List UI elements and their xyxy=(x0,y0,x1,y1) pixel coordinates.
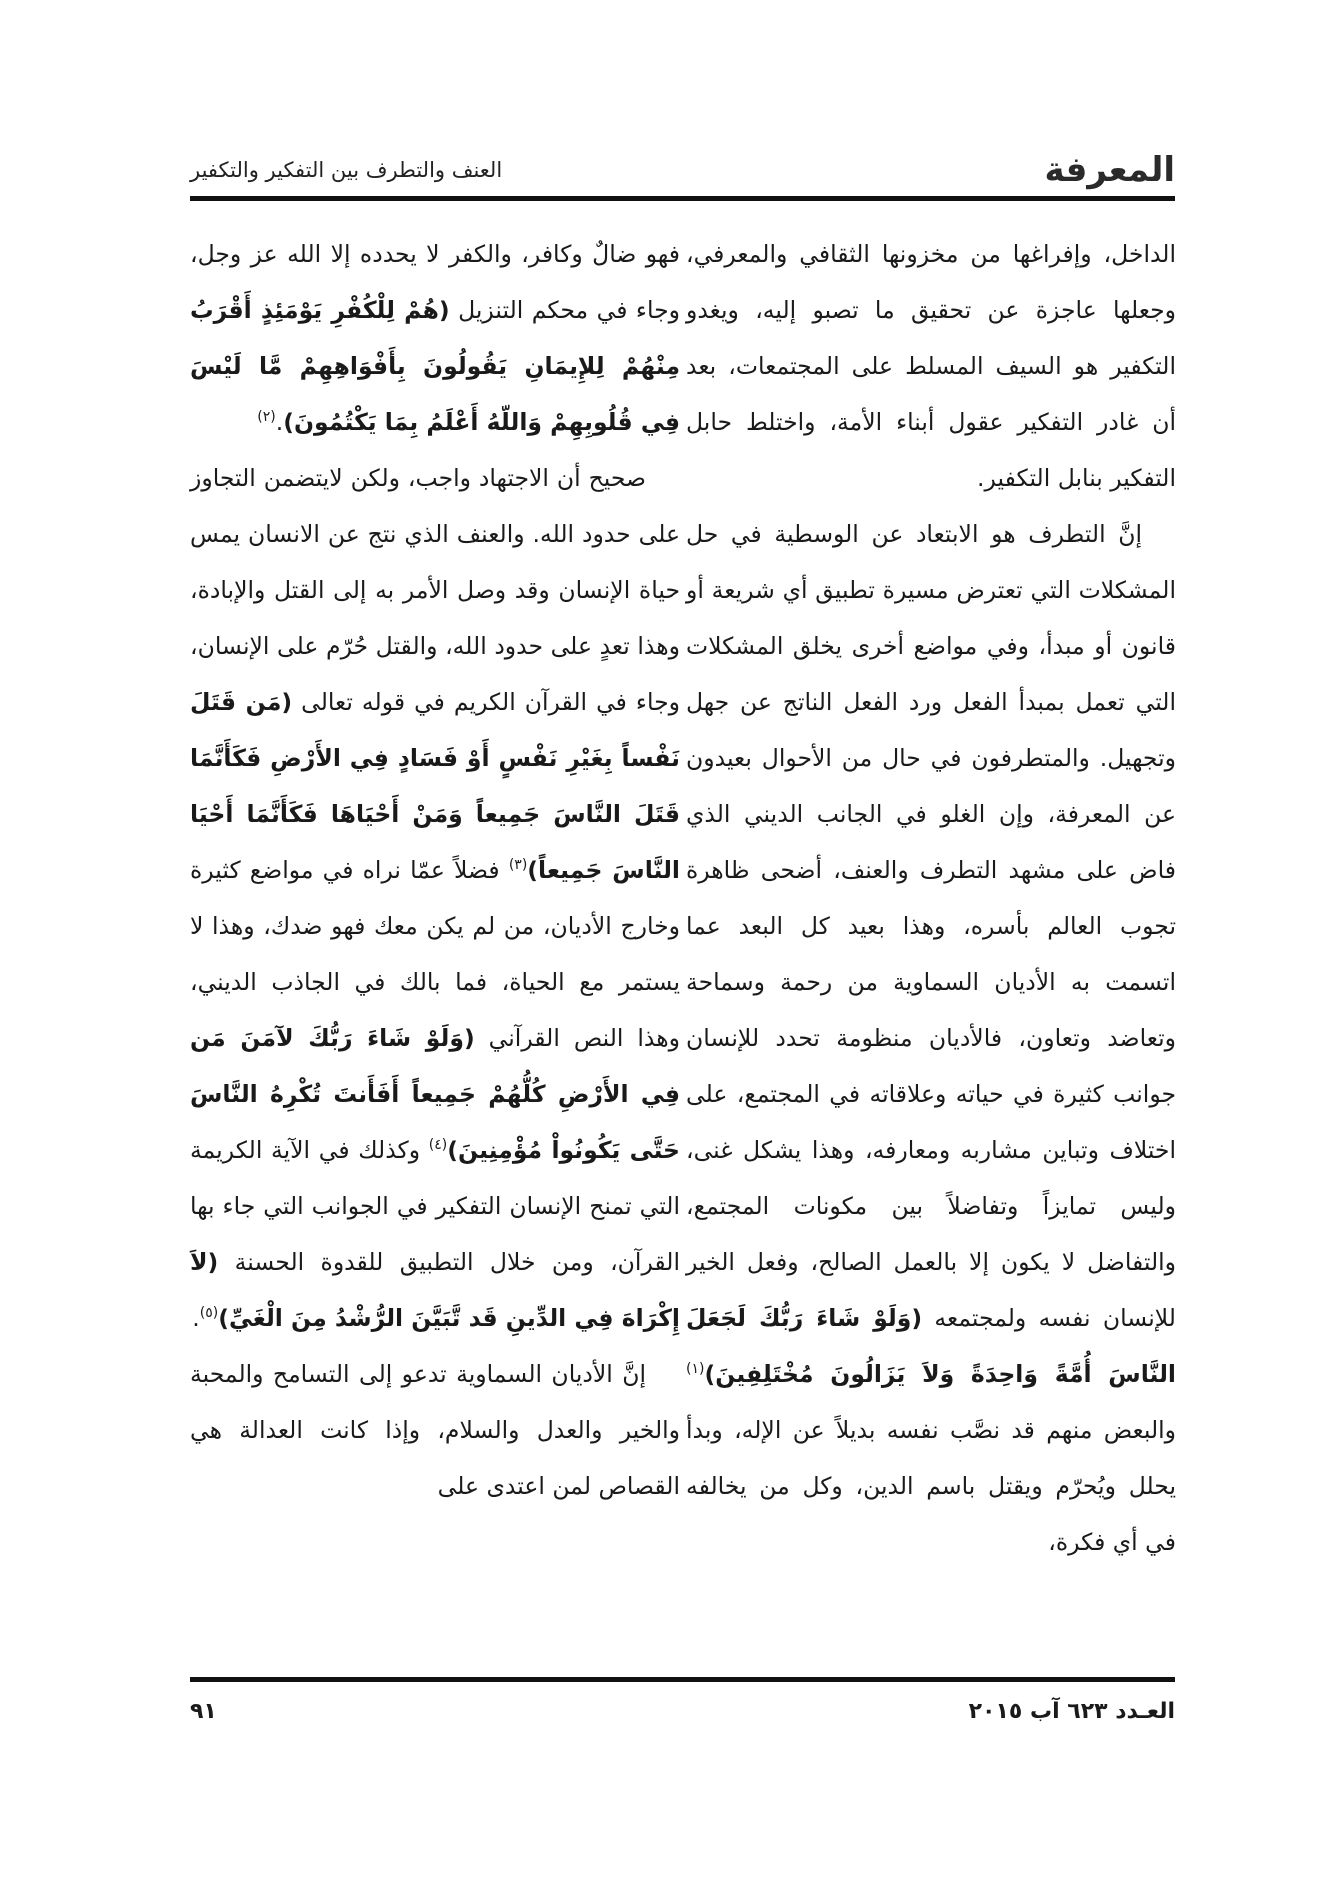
footnote-marker: (٣) xyxy=(508,857,528,874)
paragraph: فهو ضالٌ وكافر، والكفر لا يحدده إلا الله عز وجل، وجاء في محكم التنزيل (هُمْ لِلْكُفْرِ يَوْمَئِذٍ أَقْرَبُ مِنْهُمْ لِلإِيمَانِ يَقُولُونَ بِأَفْوَاهِهِمْ مَّا لَيْسَ فِي قُلُوبِهِمْ وَاللّهُ أَعْلَمُ بِمَا يَكْتُمُونَ).$^{(٢)}$ xyxy=(190,240,680,436)
footnote-marker: (٤) xyxy=(428,1137,448,1154)
paragraph: الداخل، وإفراغها من مخزونها الثقافي والمعرفي، وجعلها عاجزة عن تحقيق ما تصبو إليه، ويغدو التكفير هو السيف المسلط على المجتمعات، بعد أن غادر التفكير عقول أبناء الأمة، واختلط حابل التفكير بنابل التكفير. xyxy=(686,240,1176,492)
quran-verse: (وَلَوْ شَاءَ رَبُّكَ لآمَنَ مَن فِي الأَرْضِ كُلُّهُمْ جَمِيعاً أَفَأَنتَ تُكْرِهُ النَّاسَ حَتَّى يَكُونُواْ مُؤْمِنِينَ) xyxy=(190,1024,680,1164)
text-column-right xyxy=(686,226,1176,1570)
footnote-marker: (٥) xyxy=(199,1305,219,1322)
page-footer xyxy=(190,1692,1175,1732)
paragraph: إنَّ الأديان السماوية تدعو إلى التسامح والمحبة والخير والعدل والسلام، وإذا كانت العدالة هي القصاص لمن اعتدى على xyxy=(190,1360,680,1500)
paragraph: صحيح أن الاجتهاد واجب، ولكن لايتضمن التجاوز على حدود الله. والعنف الذي نتج عن الانسان يمس حياة الإنسان وقد وصل الأمر به إلى القتل والإبادة، وهذا تعدٍ على حدود الله، والقتل حُرّم على الإنسان، وجاء في القرآن الكريم في قوله تعالى (مَن قَتَلَ نَفْساً بِغَيْرِ نَفْسٍ أَوْ فَسَادٍ فِي الأَرْضِ فَكَأَنَّمَا قَتَلَ النَّاسَ جَمِيعاً وَمَنْ أَحْيَاهَا فَكَأَنَّمَا أَحْيَا النَّاسَ جَمِيعاً)$^{(٣)}$ فضلاً عمّا نراه في مواضع كثيرة وخارج الأديان، من لم يكن معك فهو ضدك، وهذا لا يستمر مع الحياة، فما بالك في الجاذب الديني، وهذا النص القرآني (وَلَوْ شَاءَ رَبُّكَ لآمَنَ مَن فِي الأَرْضِ كُلُّهُمْ جَمِيعاً أَفَأَنتَ تُكْرِهُ النَّاسَ حَتَّى يَكُونُواْ مُؤْمِنِينَ)$^{(٤)}$ وكذلك في الآية الكريمة التي تمنح الإنسان التفكير في الجوانب التي جاء بها القرآن، ومن خلال التطبيق للقدوة الحسنة (لاَ إِكْرَاهَ فِي الدِّينِ قَد تَّبَيَّنَ الرُّشْدُ مِنَ الْغَيِّ)$^{(٥)}$. xyxy=(190,464,680,1332)
footnote-marker: (١) xyxy=(686,1361,705,1378)
paragraph: إنَّ التطرف هو الابتعاد عن الوسطية في حل المشكلات التي تعترض مسيرة تطبيق أي شريعة أو قانون أو مبدأ، وفي مواضع أخرى يخلق المشكلات التي تعمل بمبدأ الفعل ورد الفعل الناتج عن جهل وتجهيل. والمتطرفون في حال من الأحوال بعيدون عن المعرفة، وإن الغلو في الجانب الديني الذي فاض على مشهد التطرف والعنف، أضحى ظاهرة تجوب العالم بأسره، وهذا بعيد كل البعد عما اتسمت به الأديان السماوية من رحمة وسماحة وتعاضد وتعاون، فالأديان منظومة تحدد للإنسان جوانب كثيرة في حياته وعلاقاته في المجتمع، على اختلاف وتباين مشاربه ومعارفه، وهذا يشكل غنى، وليس تمايزاً وتفاضلاً بين مكونات المجتمع، والتفاضل لا يكون إلا بالعمل الصالح، وفعل الخير للإنسان نفسه ولمجتمعه (وَلَوْ شَاءَ رَبُّكَ لَجَعَلَ النَّاسَ أُمَّةً وَاحِدَةً وَلاَ يَزَالُونَ مُخْتَلِفِينَ)$^{(١)}$ والبعض منهم قد نصَّب نفسه بديلاً عن الإله، وبدأ يحلل ويُحرّم ويقتل باسم الدين، وكل من يخالفه في أي فكرة، xyxy=(686,520,1176,1556)
text-column-left xyxy=(190,226,680,1514)
issue-info: العـدد ٦٢٣ آب ٢٠١٥ xyxy=(968,1699,1175,1724)
header-rule xyxy=(190,196,1175,201)
quran-verse: (وَلَوْ شَاءَ رَبُّكَ لَجَعَلَ النَّاسَ أُمَّةً وَاحِدَةً وَلاَ يَزَالُونَ مُخْتَلِفِينَ) xyxy=(686,1304,1176,1388)
journal-logo: المعرفة xyxy=(1044,150,1175,190)
page-number: ٩١ xyxy=(190,1699,217,1724)
footnote-marker: (٢) xyxy=(257,409,276,426)
running-title: العنف والتطرف بين التفكير والتكفير xyxy=(190,158,503,182)
page-header xyxy=(190,150,1175,190)
quran-verse: (هُمْ لِلْكُفْرِ يَوْمَئِذٍ أَقْرَبُ مِنْهُمْ لِلإِيمَانِ يَقُولُونَ بِأَفْوَاهِهِمْ مَّا لَيْسَ فِي قُلُوبِهِمْ وَاللّهُ أَعْلَمُ بِمَا يَكْتُمُونَ) xyxy=(190,296,680,436)
quran-verse: (لاَ إِكْرَاهَ فِي الدِّينِ قَد تَّبَيَّنَ الرُّشْدُ مِنَ الْغَيِّ) xyxy=(190,1248,680,1332)
quran-verse: (مَن قَتَلَ نَفْساً بِغَيْرِ نَفْسٍ أَوْ فَسَادٍ فِي الأَرْضِ فَكَأَنَّمَا قَتَلَ النَّاسَ جَمِيعاً وَمَنْ أَحْيَاهَا فَكَأَنَّمَا أَحْيَا النَّاسَ جَمِيعاً) xyxy=(190,688,680,884)
footer-rule xyxy=(190,1677,1175,1682)
